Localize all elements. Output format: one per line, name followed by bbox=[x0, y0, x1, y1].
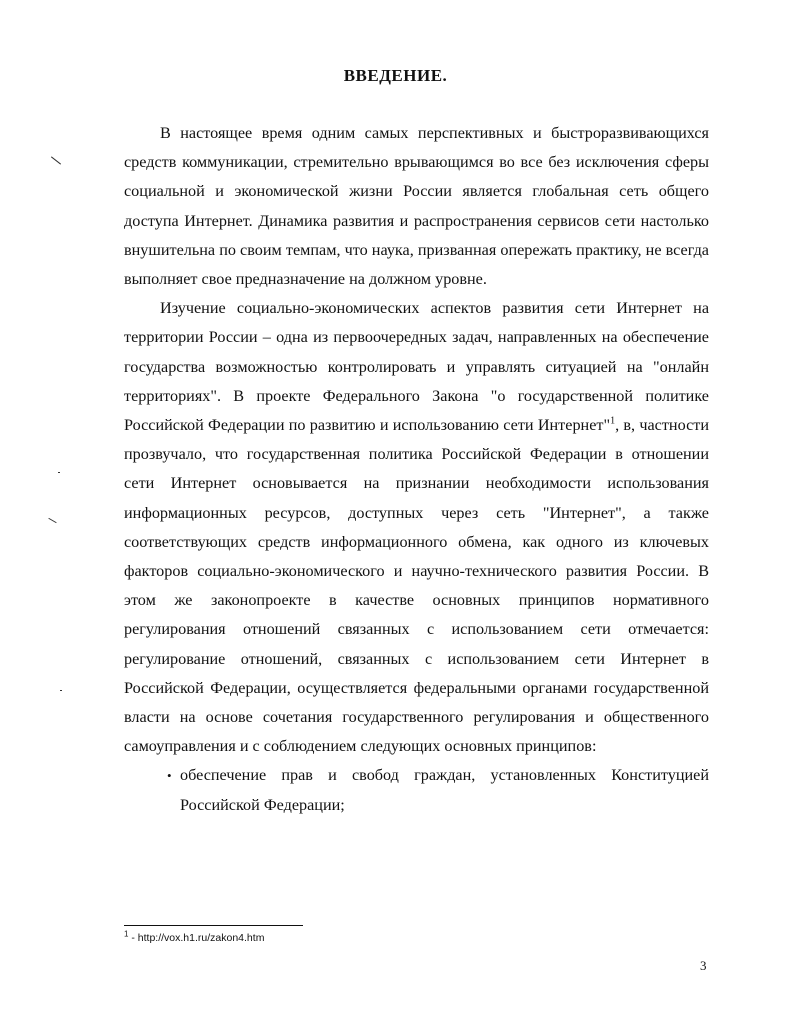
scan-artifact-mark bbox=[58, 472, 60, 473]
principles-list bbox=[124, 761, 709, 819]
paragraph-text-before-ref: Изучение социально-экономических аспектов развития сети Интернет на территории России – одна из первоочередных задач, направленных на обеспечение государства возможностью контролировать и управлять ситуацией на "онлайн территориях". В проекте Федерального Закона "о государственной политике Российской Федерации по развитию и использованию сети Интернет" bbox=[124, 299, 709, 435]
scan-artifact-mark bbox=[48, 518, 56, 523]
footnote-divider bbox=[124, 925, 303, 926]
scan-artifact-mark bbox=[60, 690, 62, 691]
page-number: 3 bbox=[700, 958, 707, 973]
footnote-marker: 1 bbox=[124, 929, 129, 939]
scan-artifact-mark bbox=[51, 156, 61, 164]
paragraph-law-project bbox=[124, 294, 709, 761]
list-item-text: обеспечение прав и свобод граждан, установленных Конституцией Российской Федерации; bbox=[180, 766, 709, 814]
paragraph-text-after-ref: , в, частности прозвучало, что государственная политика Российской Федерации в отношении сети Интернет основывается на признании необходимости использования информационных ресурсов, доступных через сеть "Интернет", а также соответствующих средств информационного обмена, как одного из ключевых факторов социально-экономического и научно-технического развития России. В этом же законопроекте в качестве основных принципов нормативного регулирования отношений связанных с использованием сети отмечается: регулирование отношений, связанных с использованием сети Интернет в Российской Федерации, осуществляется федеральными органами государственной власти на основе сочетания государственного регулирования и общественного самоуправления и с соблюдением следующих основных принципов: bbox=[124, 416, 709, 756]
list-item bbox=[124, 761, 709, 819]
footnote-reference: 1 bbox=[610, 415, 616, 427]
page-title: ВВЕДЕНИЕ. bbox=[343, 66, 448, 85]
footnote bbox=[124, 929, 265, 944]
bullet-icon: • bbox=[167, 768, 172, 784]
footnote-text: - http://vox.h1.ru/zakon4.htm bbox=[128, 932, 265, 944]
document-body bbox=[124, 119, 709, 820]
paragraph-intro: В настоящее время одним самых перспективных и быстроразвивающихся средств коммуникации, стремительно врывающимся во все без исключения сферы социальной и экономической жизни России является глобальная сеть общего доступа Интернет. Динамика развития и распространения сервисов сети настолько внушительна по своим темпам, что наука, призванная опережать практику, не всегда выполняет свое предназначение на должном уровне. bbox=[124, 124, 709, 289]
